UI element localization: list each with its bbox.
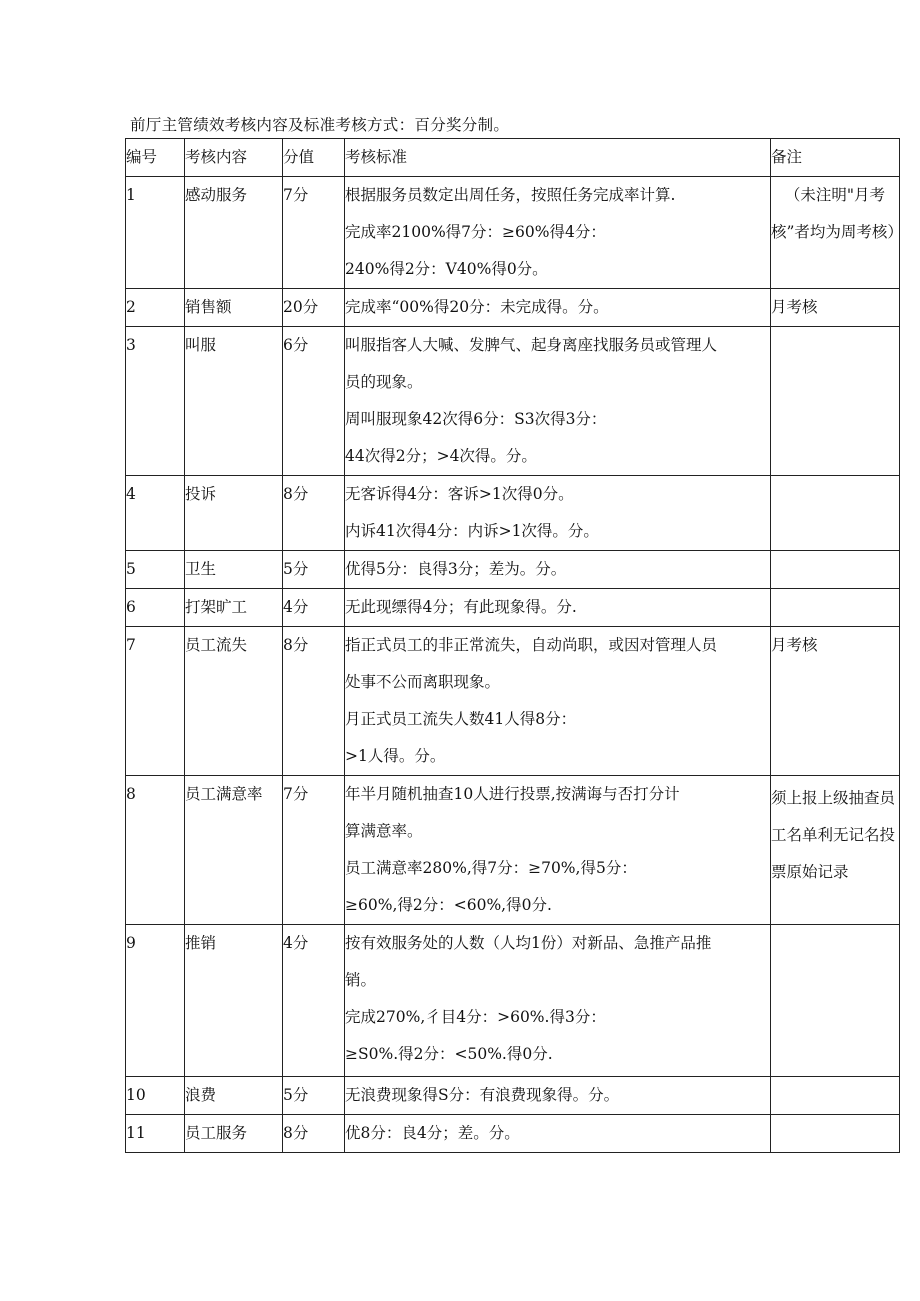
- header-standard: 考核标准: [345, 139, 771, 177]
- standard-line: 完成270%,彳目4分：>60%.得3分：: [345, 1008, 606, 1026]
- standard-line: 销。: [345, 971, 377, 989]
- row-number: 1: [126, 177, 185, 289]
- row-number: 4: [126, 476, 185, 551]
- standard-line: 月正式员工流失人数41人得8分：: [345, 710, 577, 728]
- row-score: 4分: [283, 925, 345, 1077]
- row-number: 10: [126, 1077, 185, 1115]
- row-score: 8分: [283, 627, 345, 776]
- row-note: 须上报上级抽查员工名单利无记名投票原始记录: [771, 776, 900, 925]
- row-standard: [345, 551, 771, 589]
- standard-line: 员工满意率280%,得7分：≥70%,得5分：: [345, 859, 637, 877]
- assessment-table: [125, 138, 903, 1153]
- standard-line: 完成率2100%得7分：≥60%得4分：: [345, 223, 606, 241]
- standard-line: 按有效服务处的人数（人均1份）对新品、急推产品推: [345, 934, 712, 952]
- row-score: 4分: [283, 589, 345, 627]
- table-row: [126, 551, 900, 589]
- row-standard: [345, 1077, 771, 1115]
- row-number: 6: [126, 589, 185, 627]
- table-header-row: [126, 139, 900, 177]
- header-item: 考核内容: [185, 139, 283, 177]
- row-number: 7: [126, 627, 185, 776]
- table-row: [126, 177, 900, 289]
- row-note: [771, 1115, 900, 1153]
- row-item: 员工满意率: [185, 776, 283, 925]
- standard-line: 完成率“00%得20分：未完成得。分。: [345, 298, 609, 316]
- standard-line: 周叫服现象42次得6分：S3次得3分：: [345, 410, 607, 428]
- row-score: 5分: [283, 551, 345, 589]
- standard-line: 员的现象。: [345, 373, 423, 391]
- row-standard: [345, 627, 771, 776]
- table-row: [126, 476, 900, 551]
- row-note: [771, 589, 900, 627]
- table-row: [126, 776, 900, 925]
- row-standard: [345, 476, 771, 551]
- page-title: 前厅主管绩效考核内容及标准考核方式：百分奖分制。: [130, 116, 510, 134]
- standard-line: 根据服务员数定出周任务，按照任务完成率计算.: [345, 186, 676, 204]
- standard-line: 优8分：良4分；差。分。: [345, 1124, 520, 1142]
- row-score: 6分: [283, 327, 345, 476]
- row-score: 8分: [283, 1115, 345, 1153]
- row-standard: [345, 327, 771, 476]
- row-number: 11: [126, 1115, 185, 1153]
- row-score: 8分: [283, 476, 345, 551]
- table-row: [126, 1077, 900, 1115]
- table-row: [126, 327, 900, 476]
- row-note: 月考核: [771, 627, 900, 776]
- row-score: 7分: [283, 177, 345, 289]
- row-note: [771, 327, 900, 476]
- row-standard: [345, 776, 771, 925]
- row-item: 浪费: [185, 1077, 283, 1115]
- table-row: [126, 1115, 900, 1153]
- row-score: 5分: [283, 1077, 345, 1115]
- row-standard: [345, 289, 771, 327]
- standard-line: 内诉41次得4分：内诉>1次得。分。: [345, 522, 599, 540]
- row-note: （未注明"月考核”者均为周考核）: [771, 177, 900, 289]
- row-score: 7分: [283, 776, 345, 925]
- header-score: 分值: [283, 139, 345, 177]
- row-note: [771, 476, 900, 551]
- standard-line: 算满意率。: [345, 822, 423, 840]
- standard-line: 优得5分：良得3分；差为。分。: [345, 560, 567, 578]
- row-number: 3: [126, 327, 185, 476]
- row-item: 员工流失: [185, 627, 283, 776]
- table-row: [126, 925, 900, 1077]
- row-note: [771, 551, 900, 589]
- standard-line: 指正式员工的非正常流失，自动尚职，或因对管理人员: [345, 636, 718, 654]
- standard-line: 无此现缥得4分；有此现象得。分.: [345, 598, 577, 616]
- row-item: 员工服务: [185, 1115, 283, 1153]
- row-item: 投诉: [185, 476, 283, 551]
- standard-line: ≥60%,得2分：<60%,得0分.: [345, 896, 552, 914]
- row-note: [771, 925, 900, 1077]
- standard-line: 44次得2分；>4次得。分。: [345, 447, 537, 465]
- standard-line: 240%得2分：V40%得0分。: [345, 260, 548, 278]
- row-item: 推销: [185, 925, 283, 1077]
- row-item: 叫服: [185, 327, 283, 476]
- standard-line: >1人得。分。: [345, 747, 446, 765]
- row-item: 卫生: [185, 551, 283, 589]
- row-item: 销售额: [185, 289, 283, 327]
- table-row: [126, 589, 900, 627]
- row-standard: [345, 1115, 771, 1153]
- standard-line: ≥S0%.得2分：<50%.得0分.: [345, 1045, 553, 1063]
- row-number: 2: [126, 289, 185, 327]
- row-note: [771, 1077, 900, 1115]
- row-number: 8: [126, 776, 185, 925]
- row-number: 5: [126, 551, 185, 589]
- row-standard: [345, 589, 771, 627]
- standard-line: 处事不公而离职现象。: [345, 673, 501, 691]
- row-item: 打架旷工: [185, 589, 283, 627]
- standard-line: 年半月随机抽查10人进行投票,按满诲与否打分计: [345, 785, 680, 803]
- row-item: 感动服务: [185, 177, 283, 289]
- row-number: 9: [126, 925, 185, 1077]
- row-standard: [345, 177, 771, 289]
- row-note: 月考核: [771, 289, 900, 327]
- standard-line: 叫服指客人大喊、发脾气、起身离座找服务员或管理人: [345, 336, 718, 354]
- row-score: 20分: [283, 289, 345, 327]
- row-standard: [345, 925, 771, 1077]
- table-row: [126, 627, 900, 776]
- header-no: 编号: [126, 139, 185, 177]
- standard-line: 无客诉得4分：客诉>1次得0分。: [345, 485, 574, 503]
- standard-line: 无浪费现象得S分：有浪费现象得。分。: [345, 1086, 620, 1104]
- header-note: 备注: [771, 139, 900, 177]
- table-row: [126, 289, 900, 327]
